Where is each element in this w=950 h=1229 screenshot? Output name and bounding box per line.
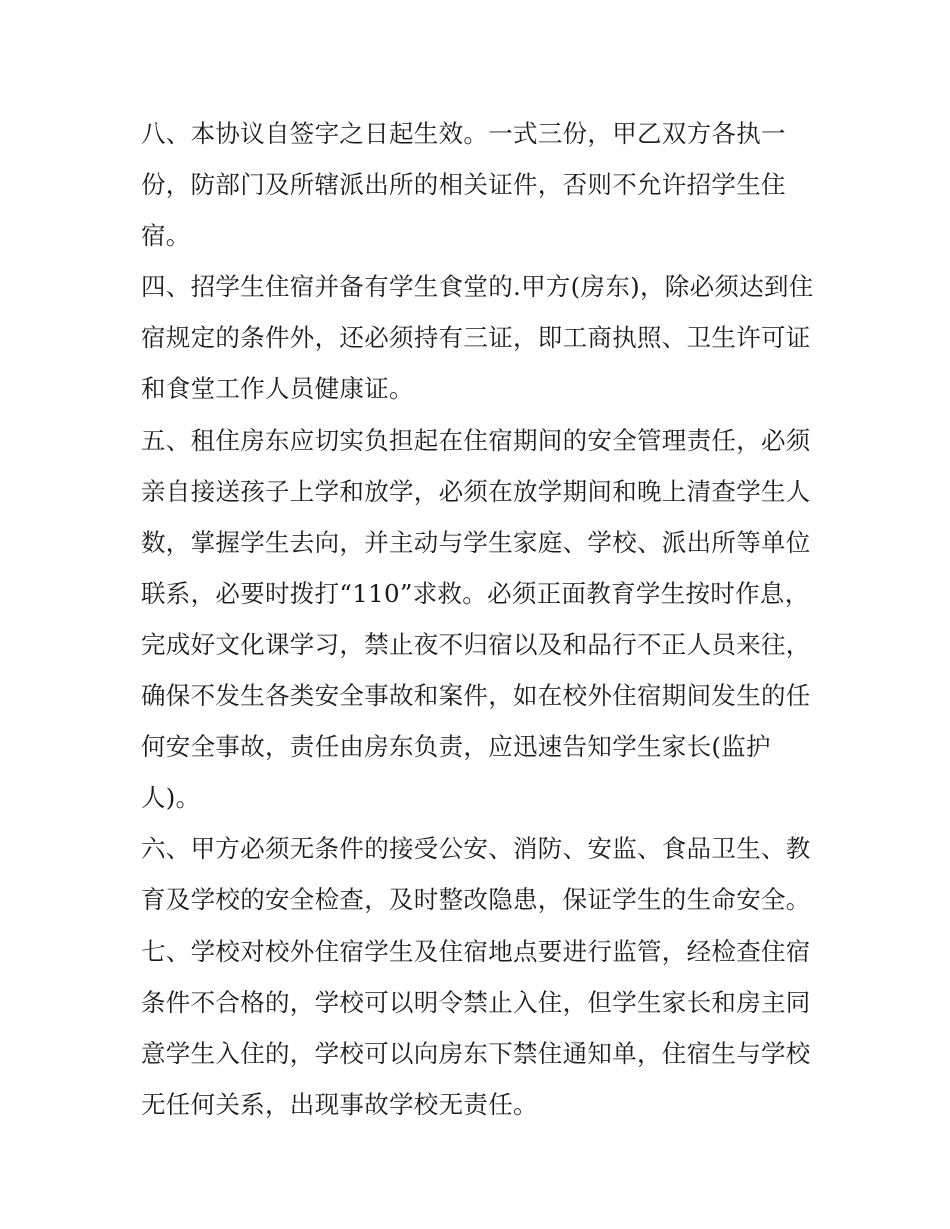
text-line: 联系，必要时拨打“110”求救。必须正面教育学生按时作息， xyxy=(141,578,810,608)
text-line: 六、甲方必须无条件的接受公安、消防、安监、食品卫生、教 xyxy=(141,834,811,864)
text-line: 数，掌握学生去向，并主动与学生家庭、学校、派出所等单位 xyxy=(141,527,811,557)
text-line: 何安全事故，责任由房东负责，应迅速告知学生家长(监护 xyxy=(141,732,771,762)
text-line: 和食堂工作人员健康证。 xyxy=(141,374,414,404)
text-line: 七、学校对校外住宿学生及住宿地点要进行监管，经检查住宿 xyxy=(141,936,811,966)
text-line: 确保不发生各类安全事故和案件，如在校外住宿期间发生的任 xyxy=(141,681,811,711)
text-line: 育及学校的安全检查，及时整改隐患，保证学生的生命安全。 xyxy=(141,885,811,915)
text-line: 四、招学生住宿并备有学生食堂的.甲方(房东)，除必须达到住 xyxy=(141,272,814,302)
text-line: 宿规定的条件外，还必须持有三证，即工商执照、卫生许可证 xyxy=(141,323,811,353)
document-body xyxy=(141,108,813,1130)
text-line: 份，防部门及所辖派出所的相关证件，否则不允许招学生住 xyxy=(141,170,786,200)
text-line: 宿。 xyxy=(141,221,191,251)
text-line: 亲自接送孩子上学和放学，必须在放学期间和晚上清查学生人 xyxy=(141,476,811,506)
text-line: 条件不合格的，学校可以明令禁止入住，但学生家长和房主同 xyxy=(141,987,811,1017)
text-line: 五、租住房东应切实负担起在住宿期间的安全管理责任，必须 xyxy=(141,425,811,455)
text-line: 意学生入住的，学校可以向房东下禁住通知单，住宿生与学校 xyxy=(141,1038,811,1068)
text-line: 人)。 xyxy=(141,783,201,813)
text-line: 无任何关系，出现事故学校无责任。 xyxy=(141,1089,538,1119)
text-line: 八、本协议自签字之日起生效。一式三份，甲乙双方各执一 xyxy=(141,119,786,148)
text-line: 完成好文化课学习，禁止夜不归宿以及和品行不正人员来往， xyxy=(141,629,811,659)
